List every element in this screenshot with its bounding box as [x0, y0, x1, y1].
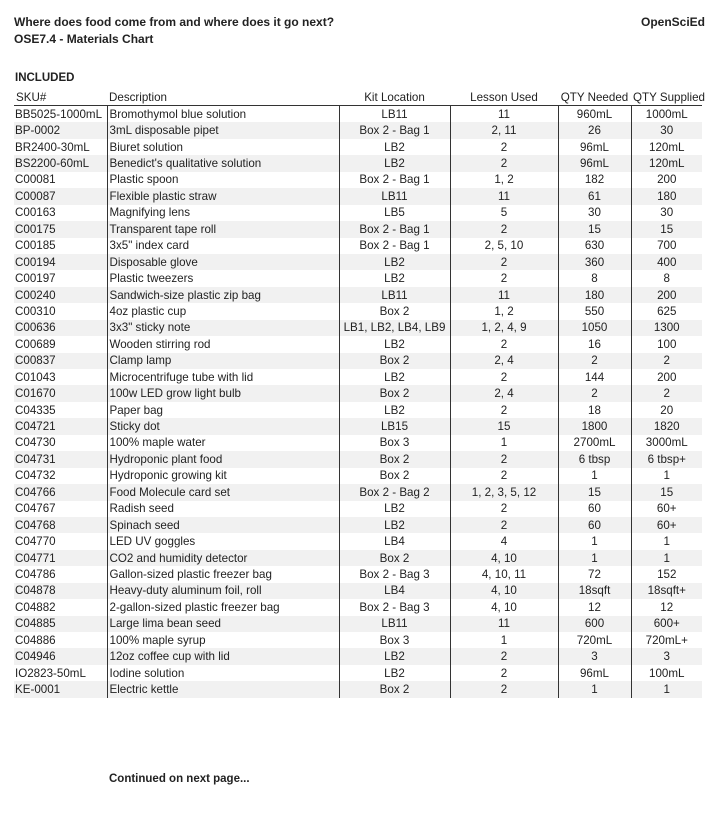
- table-row: [14, 106, 702, 123]
- sku-cell: C04730: [15, 436, 56, 450]
- sku-cell: BS2200-60mL: [14, 155, 107, 171]
- lesson-used-cell: 2, 11: [450, 122, 558, 138]
- description-cell: Spinach seed: [107, 517, 339, 533]
- qty-supplied-cell: 3000mL: [631, 435, 702, 451]
- qty-supplied-cell: 30: [631, 122, 702, 138]
- qty-needed-cell: 550: [558, 303, 631, 319]
- description-cell: 12oz coffee cup with lid: [107, 648, 339, 664]
- kit-location-cell: Box 2 - Bag 1: [339, 122, 450, 138]
- column-header-qty-needed: QTY Needed: [558, 89, 631, 106]
- description-cell: LED UV goggles: [107, 533, 339, 549]
- kit-location-cell: Box 2: [339, 451, 450, 467]
- qty-supplied-cell: 30: [631, 205, 702, 221]
- qty-supplied-cell: 1: [631, 533, 702, 549]
- qty-needed-cell: 60: [558, 517, 631, 533]
- lesson-used-cell: 2: [450, 648, 558, 664]
- description-cell: Paper bag: [107, 402, 339, 418]
- description-cell: Magnifying lens: [107, 205, 339, 221]
- qty-needed-cell: 16: [558, 336, 631, 352]
- sku-cell: C04768: [14, 517, 107, 533]
- sku-cell: C04767: [15, 502, 56, 516]
- sku-cell: C00197: [15, 272, 56, 286]
- lesson-used-cell: 2: [450, 221, 558, 237]
- qty-supplied-cell: 60+: [631, 501, 702, 517]
- description-cell: Food Molecule card set: [107, 484, 339, 500]
- table-row: [14, 583, 702, 599]
- table-row: [14, 385, 702, 401]
- description-cell: Sticky dot: [107, 418, 339, 434]
- kit-location-cell: LB11: [339, 106, 450, 123]
- qty-supplied-cell: 400: [631, 254, 702, 270]
- table-row: [14, 369, 702, 385]
- kit-location-cell: Box 2 - Bag 3: [339, 599, 450, 615]
- qty-needed-cell: 96mL: [558, 665, 631, 681]
- description-cell: 4oz plastic cup: [107, 303, 339, 319]
- description-cell: Biuret solution: [107, 139, 339, 155]
- section-label: INCLUDED: [15, 72, 75, 84]
- lesson-used-cell: 2: [450, 155, 558, 171]
- sku-cell: C04771: [14, 550, 107, 566]
- qty-supplied-cell: 120mL: [631, 155, 702, 171]
- sku-cell: C04721: [14, 418, 107, 434]
- qty-needed-cell: 15: [558, 484, 631, 500]
- table-row: [14, 648, 702, 664]
- kit-location-cell: Box 2 - Bag 2: [339, 484, 450, 500]
- description-cell: Plastic tweezers: [107, 270, 339, 286]
- kit-location-cell: LB11: [339, 287, 450, 303]
- qty-supplied-cell: 200: [631, 369, 702, 385]
- kit-location-cell: Box 2: [339, 550, 450, 566]
- table-row: [14, 139, 702, 155]
- sku-cell: C00194: [14, 254, 107, 270]
- qty-needed-cell: 2700mL: [558, 435, 631, 451]
- sku-cell: C04786: [15, 567, 56, 581]
- qty-needed-cell: 3: [558, 648, 631, 664]
- table-row: [14, 468, 702, 484]
- qty-supplied-cell: 600+: [631, 616, 702, 632]
- lesson-used-cell: 1, 2: [450, 172, 558, 188]
- description-cell: Sandwich-size plastic zip bag: [107, 287, 339, 303]
- sku-cell: C00087: [14, 188, 107, 204]
- lesson-used-cell: 4, 10: [450, 599, 558, 615]
- document-subtitle: OSE7.4 - Materials Chart: [14, 32, 154, 46]
- qty-supplied-cell: 180: [631, 188, 702, 204]
- kit-location-cell: Box 3: [339, 435, 450, 451]
- lesson-used-cell: 1, 2: [450, 303, 558, 319]
- kit-location-cell: LB2: [339, 402, 450, 418]
- lesson-used-cell: 4: [450, 533, 558, 549]
- qty-needed-cell: 144: [558, 369, 631, 385]
- description-cell: 3mL disposable pipet: [107, 122, 339, 138]
- description-cell: Hydroponic growing kit: [107, 468, 339, 484]
- lesson-used-cell: 2: [450, 254, 558, 270]
- kit-location-cell: LB2: [339, 369, 450, 385]
- table-row: [14, 270, 702, 286]
- table-row: [14, 221, 702, 237]
- column-header-lesson-used: Lesson Used: [450, 89, 558, 106]
- lesson-used-cell: 2: [450, 665, 558, 681]
- qty-supplied-cell: 20: [631, 402, 702, 418]
- qty-needed-cell: 61: [558, 188, 631, 204]
- sku-cell: C04885: [14, 616, 107, 632]
- column-header-description: Description: [107, 89, 339, 106]
- table-row: [14, 303, 702, 319]
- lesson-used-cell: 11: [450, 616, 558, 632]
- qty-supplied-cell: 100mL: [631, 665, 702, 681]
- lesson-used-cell: 1, 2, 3, 5, 12: [450, 484, 558, 500]
- qty-needed-cell: 630: [558, 238, 631, 254]
- brand-label: OpenSciEd: [640, 15, 705, 29]
- sku-cell: C04732: [15, 469, 56, 483]
- qty-supplied-cell: 1: [631, 681, 702, 697]
- lesson-used-cell: 1, 2, 4, 9: [450, 320, 558, 336]
- table-row: [14, 599, 702, 615]
- qty-needed-cell: 6 tbsp: [558, 451, 631, 467]
- sku-cell: BP-0002: [14, 122, 107, 138]
- qty-needed-cell: 960mL: [558, 106, 631, 123]
- table-row: [14, 336, 702, 352]
- kit-location-cell: Box 2: [339, 681, 450, 697]
- qty-supplied-cell: 625: [631, 303, 702, 319]
- sku-cell: C04946: [14, 648, 107, 664]
- description-cell: Disposable glove: [107, 254, 339, 270]
- kit-location-cell: LB11: [339, 616, 450, 632]
- column-header-sku: SKU#: [14, 89, 107, 106]
- sku-cell: IO2823-50mL: [15, 666, 86, 680]
- qty-supplied-cell: 120mL: [631, 139, 702, 155]
- sku-cell: KE-0001: [14, 681, 107, 697]
- table-row: [14, 484, 702, 500]
- lesson-used-cell: 1: [450, 632, 558, 648]
- lesson-used-cell: 2: [450, 681, 558, 697]
- sku-cell: C04766: [14, 484, 107, 500]
- qty-needed-cell: 1: [558, 681, 631, 697]
- description-cell: 100% maple syrup: [107, 632, 339, 648]
- lesson-used-cell: 2: [450, 270, 558, 286]
- qty-supplied-cell: 1: [631, 550, 702, 566]
- sku-cell: C01670: [14, 385, 107, 401]
- qty-needed-cell: 1: [558, 550, 631, 566]
- kit-location-cell: LB11: [339, 188, 450, 204]
- qty-needed-cell: 72: [558, 566, 631, 582]
- description-cell: Hydroponic plant food: [107, 451, 339, 467]
- qty-needed-cell: 1: [558, 533, 631, 549]
- qty-supplied-cell: 1: [631, 468, 702, 484]
- qty-supplied-cell: 6 tbsp+: [631, 451, 702, 467]
- qty-supplied-cell: 2: [631, 353, 702, 369]
- sku-cell: C04882: [15, 600, 56, 614]
- continued-note: Continued on next page...: [109, 773, 250, 785]
- qty-supplied-cell: 8: [631, 270, 702, 286]
- description-cell: Benedict's qualitative solution: [107, 155, 339, 171]
- lesson-used-cell: 2: [450, 369, 558, 385]
- qty-needed-cell: 2: [558, 353, 631, 369]
- sku-cell: C04731: [14, 451, 107, 467]
- sku-cell: BB5025-1000mL: [15, 107, 103, 121]
- kit-location-cell: Box 2: [339, 468, 450, 484]
- table-row: [14, 435, 702, 451]
- description-cell: Flexible plastic straw: [107, 188, 339, 204]
- qty-supplied-cell: 152: [631, 566, 702, 582]
- qty-supplied-cell: 3: [631, 648, 702, 664]
- table-row: [14, 681, 702, 697]
- qty-needed-cell: 18: [558, 402, 631, 418]
- kit-location-cell: LB2: [339, 270, 450, 286]
- qty-needed-cell: 182: [558, 172, 631, 188]
- kit-location-cell: LB2: [339, 517, 450, 533]
- qty-needed-cell: 360: [558, 254, 631, 270]
- kit-location-cell: LB2: [339, 665, 450, 681]
- kit-location-cell: Box 2 - Bag 1: [339, 238, 450, 254]
- kit-location-cell: Box 2 - Bag 1: [339, 221, 450, 237]
- description-cell: 100w LED grow light bulb: [107, 385, 339, 401]
- qty-needed-cell: 180: [558, 287, 631, 303]
- qty-needed-cell: 12: [558, 599, 631, 615]
- table-row: [14, 402, 702, 418]
- sku-cell: C00689: [15, 337, 56, 351]
- qty-needed-cell: 26: [558, 122, 631, 138]
- qty-supplied-cell: 200: [631, 172, 702, 188]
- lesson-used-cell: 5: [450, 205, 558, 221]
- qty-needed-cell: 96mL: [558, 139, 631, 155]
- qty-supplied-cell: 1820: [631, 418, 702, 434]
- lesson-used-cell: 11: [450, 188, 558, 204]
- qty-needed-cell: 1: [558, 468, 631, 484]
- kit-location-cell: LB2: [339, 155, 450, 171]
- qty-needed-cell: 720mL: [558, 632, 631, 648]
- lesson-used-cell: 15: [450, 418, 558, 434]
- sku-cell: C00310: [15, 304, 56, 318]
- lesson-used-cell: 2: [450, 517, 558, 533]
- kit-location-cell: LB2: [339, 254, 450, 270]
- qty-needed-cell: 8: [558, 270, 631, 286]
- sku-cell: C00240: [14, 287, 107, 303]
- sku-cell: C04886: [15, 633, 56, 647]
- table-row: [14, 632, 702, 648]
- table-row: [14, 254, 702, 270]
- qty-needed-cell: 96mL: [558, 155, 631, 171]
- lesson-used-cell: 4, 10: [450, 550, 558, 566]
- materials-table: [14, 89, 705, 698]
- kit-location-cell: LB4: [339, 533, 450, 549]
- table-row: [14, 451, 702, 467]
- sku-cell: C04878: [14, 583, 107, 599]
- lesson-used-cell: 2: [450, 336, 558, 352]
- lesson-used-cell: 4, 10, 11: [450, 566, 558, 582]
- qty-supplied-cell: 15: [631, 221, 702, 237]
- table-row: [14, 353, 702, 369]
- qty-supplied-cell: 720mL+: [631, 632, 702, 648]
- sku-cell: BR2400-30mL: [15, 140, 90, 154]
- qty-supplied-cell: 12: [631, 599, 702, 615]
- description-cell: 3x3" sticky note: [107, 320, 339, 336]
- kit-location-cell: Box 2: [339, 353, 450, 369]
- lesson-used-cell: 2: [450, 402, 558, 418]
- description-cell: Large lima bean seed: [107, 616, 339, 632]
- sku-cell: C00185: [15, 239, 56, 253]
- qty-supplied-cell: 1000mL: [631, 106, 702, 123]
- qty-supplied-cell: 200: [631, 287, 702, 303]
- description-cell: Wooden stirring rod: [107, 336, 339, 352]
- qty-supplied-cell: 700: [631, 238, 702, 254]
- kit-location-cell: Box 3: [339, 632, 450, 648]
- table-row: [14, 287, 702, 303]
- kit-location-cell: Box 2 - Bag 1: [339, 172, 450, 188]
- description-cell: Iodine solution: [107, 665, 339, 681]
- description-cell: CO2 and humidity detector: [107, 550, 339, 566]
- description-cell: Bromothymol blue solution: [107, 106, 339, 123]
- kit-location-cell: Box 2: [339, 385, 450, 401]
- qty-supplied-cell: 60+: [631, 517, 702, 533]
- kit-location-cell: LB2: [339, 139, 450, 155]
- description-cell: Microcentrifuge tube with lid: [107, 369, 339, 385]
- table-row: [14, 616, 702, 632]
- table-row: [14, 238, 702, 254]
- column-header-kit-location: Kit Location: [339, 89, 450, 106]
- qty-supplied-cell: 100: [631, 336, 702, 352]
- table-row: [14, 155, 702, 171]
- sku-cell: C00837: [14, 353, 107, 369]
- qty-needed-cell: 60: [558, 501, 631, 517]
- sku-cell: C01043: [15, 370, 56, 384]
- kit-location-cell: LB2: [339, 336, 450, 352]
- sku-cell: C00636: [14, 320, 107, 336]
- kit-location-cell: LB5: [339, 205, 450, 221]
- table-row: [14, 533, 702, 549]
- kit-location-cell: Box 2: [339, 303, 450, 319]
- kit-location-cell: LB2: [339, 501, 450, 517]
- column-header-qty-supplied: QTY Supplied: [633, 90, 705, 104]
- kit-location-cell: LB2: [339, 648, 450, 664]
- table-row: [14, 517, 702, 533]
- description-cell: Gallon-sized plastic freezer bag: [107, 566, 339, 582]
- lesson-used-cell: 2, 4: [450, 385, 558, 401]
- qty-supplied-cell: 2: [631, 385, 702, 401]
- table-header-row: [14, 89, 702, 106]
- qty-needed-cell: 1800: [558, 418, 631, 434]
- lesson-used-cell: 4, 10: [450, 583, 558, 599]
- qty-needed-cell: 30: [558, 205, 631, 221]
- lesson-used-cell: 2: [450, 451, 558, 467]
- qty-needed-cell: 600: [558, 616, 631, 632]
- description-cell: 100% maple water: [107, 435, 339, 451]
- table-row: [14, 501, 702, 517]
- sku-cell: C00175: [14, 221, 107, 237]
- kit-location-cell: Box 2 - Bag 3: [339, 566, 450, 582]
- table-row: [14, 122, 702, 138]
- sku-cell: C00081: [15, 173, 56, 187]
- table-row: [14, 172, 702, 188]
- lesson-used-cell: 11: [450, 287, 558, 303]
- sku-cell: C04335: [15, 403, 56, 417]
- description-cell: 2-gallon-sized plastic freezer bag: [107, 599, 339, 615]
- qty-supplied-cell: 15: [631, 484, 702, 500]
- table-row: [14, 665, 702, 681]
- kit-location-cell: LB4: [339, 583, 450, 599]
- lesson-used-cell: 2: [450, 139, 558, 155]
- qty-needed-cell: 2: [558, 385, 631, 401]
- kit-location-cell: LB1, LB2, LB4, LB9: [339, 320, 450, 336]
- table-row: [14, 418, 702, 434]
- description-cell: Radish seed: [107, 501, 339, 517]
- table-row: [14, 566, 702, 582]
- description-cell: Plastic spoon: [107, 172, 339, 188]
- document-title: Where does food come from and where does it go next?: [14, 15, 335, 29]
- qty-supplied-cell: 1300: [631, 320, 702, 336]
- qty-needed-cell: 18sqft: [558, 583, 631, 599]
- qty-needed-cell: 15: [558, 221, 631, 237]
- lesson-used-cell: 2, 5, 10: [450, 238, 558, 254]
- table-row: [14, 188, 702, 204]
- sku-cell: C00163: [15, 206, 56, 220]
- qty-needed-cell: 1050: [558, 320, 631, 336]
- lesson-used-cell: 11: [450, 106, 558, 123]
- qty-supplied-cell: 18sqft+: [631, 583, 702, 599]
- lesson-used-cell: 2: [450, 501, 558, 517]
- table-row: [14, 205, 702, 221]
- table-row: [14, 550, 702, 566]
- description-cell: Electric kettle: [107, 681, 339, 697]
- table-row: [14, 320, 702, 336]
- lesson-used-cell: 1: [450, 435, 558, 451]
- kit-location-cell: LB15: [339, 418, 450, 434]
- description-cell: Clamp lamp: [107, 353, 339, 369]
- description-cell: Heavy-duty aluminum foil, roll: [107, 583, 339, 599]
- lesson-used-cell: 2, 4: [450, 353, 558, 369]
- lesson-used-cell: 2: [450, 468, 558, 484]
- description-cell: 3x5" index card: [107, 238, 339, 254]
- description-cell: Transparent tape roll: [107, 221, 339, 237]
- sku-cell: C04770: [15, 535, 56, 549]
